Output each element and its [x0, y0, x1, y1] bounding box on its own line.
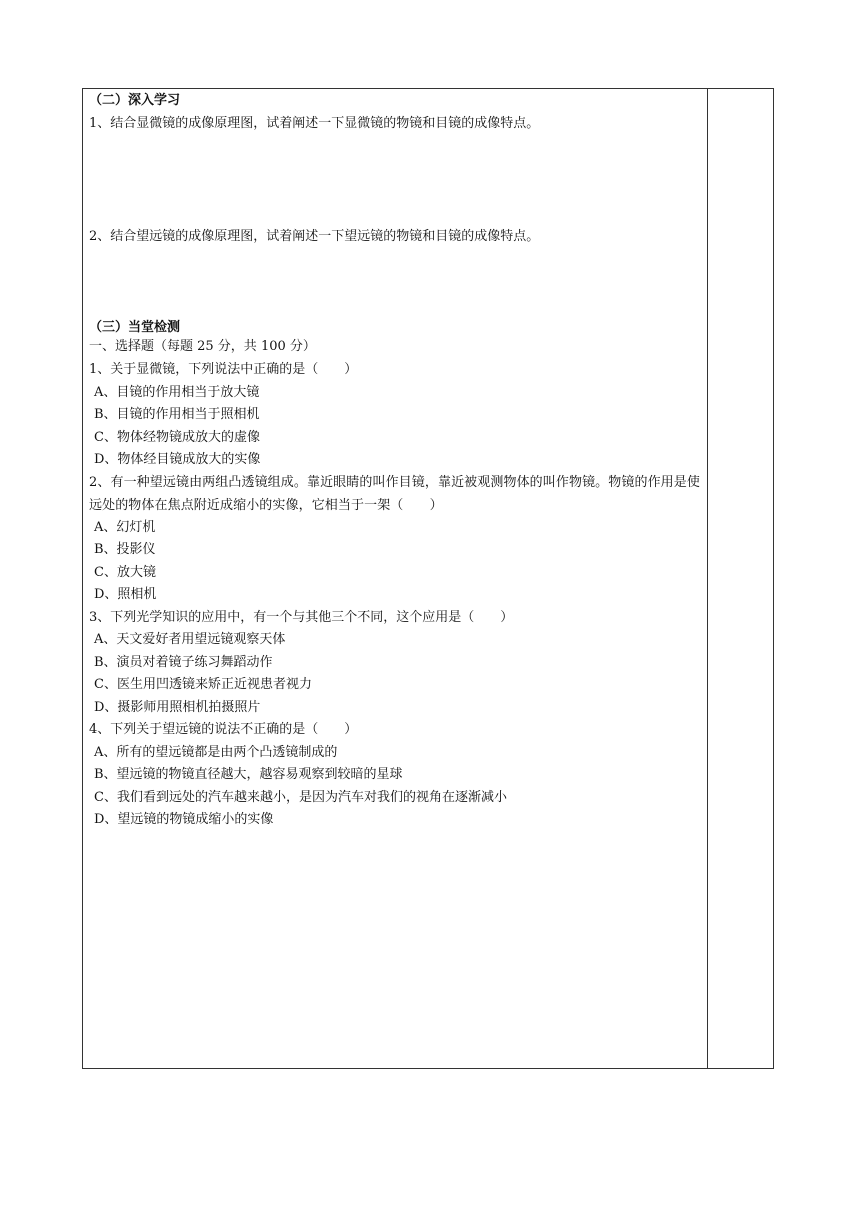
question-3-stem: 3、下列光学知识的应用中，有一个与其他三个不同，这个应用是（ ） [89, 610, 514, 625]
question-2-option-c: C、放大镜 [94, 565, 156, 580]
question-4-option-a: A、所有的望远镜都是由两个凸透镜制成的 [94, 745, 338, 760]
question-4-option-b: B、望远镜的物镜直径越大，越容易观察到较暗的星球 [94, 767, 403, 782]
question-1-option-c: C、物体经物镜成放大的虚像 [94, 430, 260, 445]
question-1-stem: 1、关于显微镜，下列说法中正确的是（ ） [89, 362, 358, 377]
question-1-option-b: B、目镜的作用相当于照相机 [94, 407, 260, 422]
worksheet-table [82, 88, 774, 1069]
question-2-option-b: B、投影仪 [94, 542, 156, 557]
question-2-stem: 2、有一种望远镜由两组凸透镜组成。靠近眼睛的叫作目镜，靠近被观测物体的叫作物镜。物镜的作用是使远处的物体在焦点附近成缩小的实像，它相当于一架（ ） [89, 475, 700, 513]
question-3-option-b: B、演员对着镜子练习舞蹈动作 [94, 655, 273, 670]
question-2-option-d: D、照相机 [94, 587, 157, 602]
section2-heading: （二）深入学习 [89, 93, 181, 108]
question-3-option-a: A、天文爱好者用望远镜观察天体 [94, 632, 286, 647]
notes-column [708, 89, 773, 1068]
question-4-stem: 4、下列关于望远镜的说法不正确的是（ ） [89, 722, 358, 737]
section3-heading: （三）当堂检测 [89, 320, 181, 335]
section3-subheading: 一、选择题（每题 25 分，共 100 分） [89, 339, 316, 354]
main-column [83, 89, 707, 1068]
question-1-option-a: A、目镜的作用相当于放大镜 [94, 385, 260, 400]
question-4-option-d: D、望远镜的物镜成缩小的实像 [94, 812, 274, 827]
question-1-option-d: D、物体经目镜成放大的实像 [94, 452, 261, 467]
question-3-option-d: D、摄影师用照相机拍摄照片 [94, 700, 261, 715]
question-3-option-c: C、医生用凹透镜来矫正近视患者视力 [94, 677, 312, 692]
section2-question-1: 1、结合显微镜的成像原理图，试着阐述一下显微镜的物镜和目镜的成像特点。 [89, 116, 540, 131]
section2-question-2: 2、结合望远镜的成像原理图，试着阐述一下望远镜的物镜和目镜的成像特点。 [89, 229, 540, 244]
question-2-option-a: A、幻灯机 [94, 520, 156, 535]
question-4-option-c: C、我们看到远处的汽车越来越小，是因为汽车对我们的视角在逐渐减小 [94, 790, 507, 805]
